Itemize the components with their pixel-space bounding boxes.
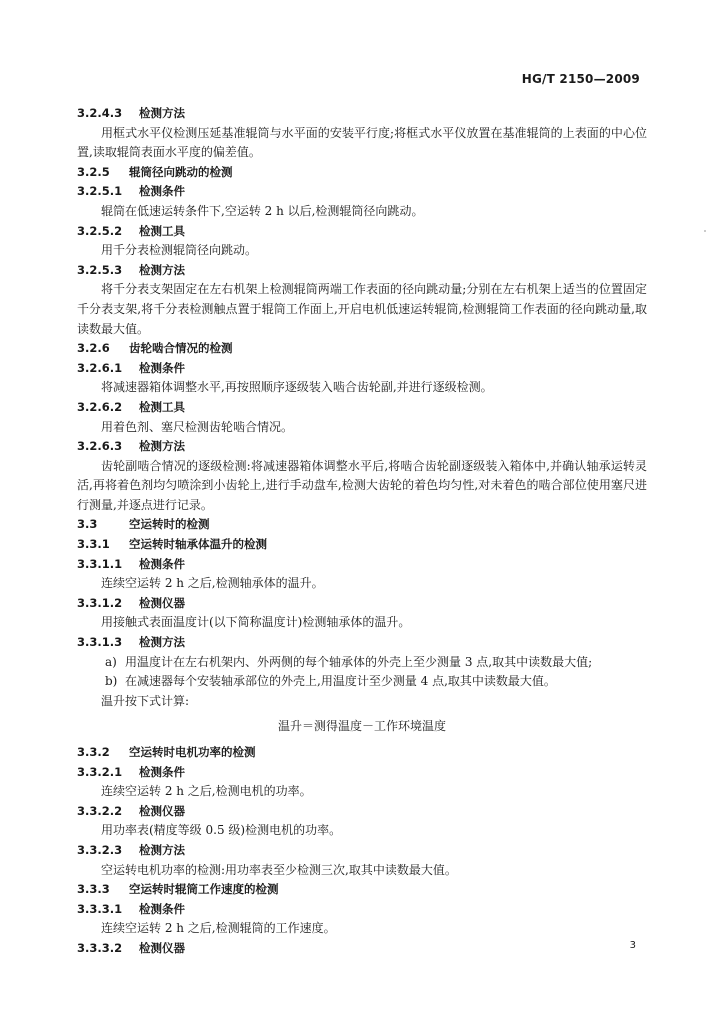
section-number: 3.3.3.2 <box>77 940 123 955</box>
section-title: 检测方法 <box>139 106 185 120</box>
section-number: 3.3.2.3 <box>77 842 123 857</box>
list-item <box>77 672 647 692</box>
section-number: 3.2.6.3 <box>77 439 123 454</box>
section-heading <box>77 939 647 959</box>
section-heading <box>77 841 647 861</box>
section-number: 3.3.2.2 <box>77 803 123 818</box>
formula: 温升＝测得温度－工作环境温度 <box>277 719 446 734</box>
paragraph: 连续空运转 2 h 之后,检测辊筒的工作速度。 <box>101 921 336 936</box>
section-title: 检测方法 <box>139 439 185 454</box>
list-item-label: a) <box>105 654 117 669</box>
paragraph: 将千分表支架固定在左右机架上检测辊筒两端工作表面的径向跳动量;分别在左右机架上适当的位置固定千分表支架,将千分表检测触点置于辊筒工作面上,开启电机低速运转辊筒,检测辊筒工作表面的径向跳动量,取读数最大值。 <box>77 282 647 336</box>
paragraph: 温升按下式计算: <box>101 693 190 708</box>
paragraph: 用千分表检测辊筒径向跳动。 <box>101 243 258 258</box>
list-item-text: 在减速器每个安装轴承部位的外壳上,用温度计至少测量 4 点,取其中读数最大值。 <box>125 674 556 689</box>
section-heading <box>77 104 647 124</box>
section-title: 检测方法 <box>139 635 185 650</box>
section-title: 检测条件 <box>139 184 185 199</box>
section-number: 3.3.3.1 <box>77 901 123 916</box>
paragraph: 齿轮副啮合情况的逐级检测:将减速器箱体调整水平后,将啮合齿轮副逐级装入箱体中,并确认轴承运转灵活,再将着色剂均匀喷涂到小齿轮上,进行手动盘车,检测大齿轮的着色均匀性,对未着色的啮合部位使用塞尺进行测量,并逐点进行记录。 <box>77 458 647 512</box>
section-heading <box>77 763 647 783</box>
section-title: 检测工具 <box>139 223 185 238</box>
paragraph: 将减速器箱体调整水平,再按照顺序逐级装入啮合齿轮副,并进行逐级检测。 <box>101 380 493 395</box>
document-body <box>77 104 647 959</box>
section-title: 检测仪器 <box>139 803 185 818</box>
section-heading <box>77 594 647 614</box>
section-number: 3.3.2.1 <box>77 764 123 779</box>
section-number: 3.2.6.1 <box>77 360 123 375</box>
section-heading <box>77 743 647 763</box>
section-number: 3.2.6 <box>77 341 110 356</box>
section-number: 3.3.1 <box>77 537 110 552</box>
section-heading <box>77 359 647 379</box>
list-item-label: b) <box>105 674 118 689</box>
section-title: 检测条件 <box>139 360 185 375</box>
section-title: 空运转时电机功率的检测 <box>129 745 256 759</box>
section-number: 3.2.5.2 <box>77 223 123 238</box>
section-title: 辊筒径向跳动的检测 <box>129 164 233 179</box>
section-heading <box>77 535 647 555</box>
paragraph: 空运转电机功率的检测:用功率表至少检测三次,取其中读数最大值。 <box>101 862 457 877</box>
list-item-text: 用温度计在左右机架内、外两侧的每个轴承体的外壳上至少测量 3 点,取其中读数最大值; <box>125 654 593 669</box>
section-heading <box>77 163 647 183</box>
paragraph: 用框式水平仪检测压延基准辊筒与水平面的安装平行度;将框式水平仪放置在基准辊筒的上表面的中心位置,读取辊筒表面水平度的偏差值。 <box>77 125 647 160</box>
section-title: 空运转时轴承体温升的检测 <box>129 537 267 552</box>
section-heading <box>77 880 647 900</box>
section-number: 3.3.1.1 <box>77 556 123 571</box>
section-number: 3.2.5 <box>77 164 110 179</box>
section-title: 检测工具 <box>139 399 185 414</box>
section-number: 3.3.1.3 <box>77 635 123 650</box>
list-item <box>77 653 647 673</box>
section-number: 3.3.3 <box>77 882 110 897</box>
section-title: 检测方法 <box>139 842 185 857</box>
section-heading <box>77 222 647 242</box>
section-number: 3.2.6.2 <box>77 399 123 414</box>
section-number: 3.2.5.1 <box>77 184 123 199</box>
paragraph: 用着色剂、塞尺检测齿轮啮合情况。 <box>101 419 294 434</box>
section-heading <box>77 398 647 418</box>
section-heading <box>77 437 647 457</box>
paragraph: 用功率表(精度等级 0.5 级)检测电机的功率。 <box>101 823 342 838</box>
paragraph: 辊筒在低速运转条件下,空运转 2 h 以后,检测辊筒径向跳动。 <box>101 203 424 218</box>
section-title: 检测仪器 <box>139 940 185 955</box>
page-number: 3 <box>629 940 636 951</box>
paragraph: 连续空运转 2 h 之后,检测轴承体的温升。 <box>101 576 324 591</box>
section-title: 检测条件 <box>139 556 185 571</box>
section-title: 检测条件 <box>139 901 185 916</box>
section-number: 3.3.1.2 <box>77 595 123 610</box>
standard-code: HG/T 2150—2009 <box>521 72 640 86</box>
section-heading <box>77 802 647 822</box>
paragraph: 连续空运转 2 h 之后,检测电机的功率。 <box>101 784 312 799</box>
section-heading <box>77 515 647 535</box>
section-heading <box>77 339 647 359</box>
section-title: 检测条件 <box>139 764 185 779</box>
section-title: 检测方法 <box>139 262 185 277</box>
paragraph: 用接触式表面温度计(以下简称温度计)检测轴承体的温升。 <box>101 615 411 630</box>
section-title: 空运转时辊筒工作速度的检测 <box>129 882 279 897</box>
section-number: 3.2.5.3 <box>77 262 123 277</box>
scan-speck <box>704 230 706 232</box>
section-title: 齿轮啮合情况的检测 <box>129 341 233 356</box>
section-number: 3.3.2 <box>77 745 110 759</box>
section-number: 3.3 <box>77 517 98 532</box>
section-title: 空运转时的检测 <box>129 517 210 532</box>
section-heading <box>77 633 647 653</box>
section-heading <box>77 261 647 281</box>
section-heading <box>77 555 647 575</box>
section-heading <box>77 900 647 920</box>
section-heading <box>77 182 647 202</box>
section-title: 检测仪器 <box>139 595 185 610</box>
section-number: 3.2.4.3 <box>77 106 123 120</box>
